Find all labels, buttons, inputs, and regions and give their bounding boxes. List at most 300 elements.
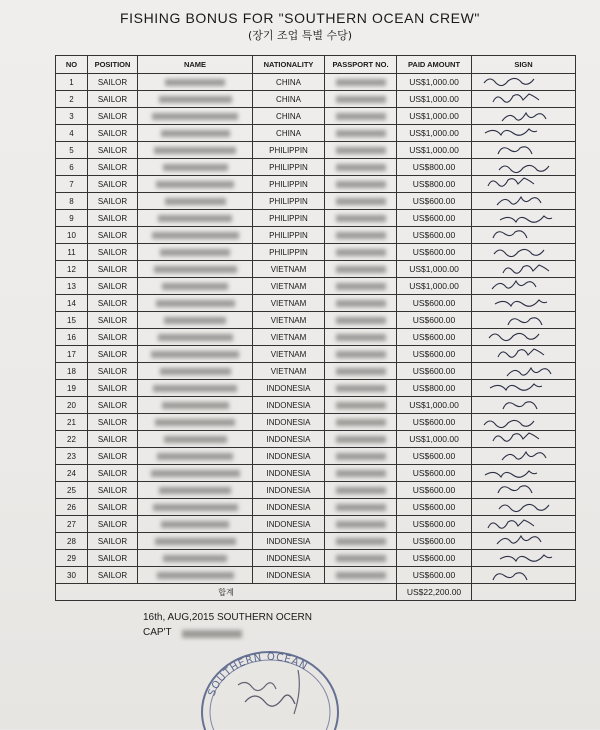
handwritten-signature bbox=[472, 108, 576, 124]
row-nationality: CHINA bbox=[253, 91, 325, 108]
row-passport-redacted bbox=[325, 210, 397, 227]
row-signature bbox=[472, 125, 576, 142]
row-nationality: INDONESIA bbox=[253, 465, 325, 482]
handwritten-signature bbox=[472, 159, 576, 175]
row-nationality: INDONESIA bbox=[253, 380, 325, 397]
row-paid-amount: US$1,000.00 bbox=[397, 108, 472, 125]
row-paid-amount: US$1,000.00 bbox=[397, 125, 472, 142]
handwritten-signature bbox=[472, 550, 576, 566]
redacted-passport bbox=[336, 385, 386, 392]
table-row bbox=[56, 550, 576, 567]
handwritten-signature bbox=[472, 74, 576, 90]
row-no: 21 bbox=[56, 414, 88, 431]
row-passport-redacted bbox=[325, 482, 397, 499]
footer-captain-label: CAP'T bbox=[143, 627, 172, 638]
table-row bbox=[56, 414, 576, 431]
row-nationality: PHILIPPIN bbox=[253, 176, 325, 193]
row-passport-redacted bbox=[325, 295, 397, 312]
row-position: SAILOR bbox=[88, 312, 138, 329]
redacted-name bbox=[158, 215, 232, 222]
table-row bbox=[56, 227, 576, 244]
row-name-redacted bbox=[138, 312, 253, 329]
row-position: SAILOR bbox=[88, 227, 138, 244]
row-nationality: INDONESIA bbox=[253, 448, 325, 465]
row-nationality: CHINA bbox=[253, 125, 325, 142]
redacted-passport bbox=[336, 79, 386, 86]
row-name-redacted bbox=[138, 142, 253, 159]
stamp-text: SOUTHERN OCEAN bbox=[206, 651, 310, 698]
row-position: SAILOR bbox=[88, 448, 138, 465]
row-position: SAILOR bbox=[88, 159, 138, 176]
row-passport-redacted bbox=[325, 227, 397, 244]
row-position: SAILOR bbox=[88, 261, 138, 278]
row-nationality: PHILIPPIN bbox=[253, 244, 325, 261]
row-no: 26 bbox=[56, 499, 88, 516]
row-no: 29 bbox=[56, 550, 88, 567]
row-passport-redacted bbox=[325, 108, 397, 125]
handwritten-signature bbox=[472, 397, 576, 413]
row-no: 6 bbox=[56, 159, 88, 176]
table-row bbox=[56, 159, 576, 176]
row-passport-redacted bbox=[325, 74, 397, 91]
row-passport-redacted bbox=[325, 261, 397, 278]
row-signature bbox=[472, 482, 576, 499]
row-signature bbox=[472, 499, 576, 516]
company-seal-stamp bbox=[190, 640, 350, 730]
row-name-redacted bbox=[138, 159, 253, 176]
redacted-passport bbox=[336, 334, 386, 341]
row-paid-amount: US$600.00 bbox=[397, 312, 472, 329]
row-nationality: PHILIPPIN bbox=[253, 142, 325, 159]
table-row bbox=[56, 482, 576, 499]
row-paid-amount: US$1,000.00 bbox=[397, 431, 472, 448]
row-passport-redacted bbox=[325, 448, 397, 465]
row-no: 15 bbox=[56, 312, 88, 329]
header-paid-amount: PAID AMOUNT bbox=[397, 56, 472, 74]
total-label: 합계 bbox=[56, 584, 397, 601]
table-row bbox=[56, 91, 576, 108]
row-no: 9 bbox=[56, 210, 88, 227]
row-name-redacted bbox=[138, 193, 253, 210]
row-position: SAILOR bbox=[88, 499, 138, 516]
row-no: 1 bbox=[56, 74, 88, 91]
row-name-redacted bbox=[138, 244, 253, 261]
row-paid-amount: US$600.00 bbox=[397, 210, 472, 227]
row-passport-redacted bbox=[325, 244, 397, 261]
footer-date-company: 16th, AUG,2015 SOUTHERN OCERN bbox=[143, 612, 312, 623]
row-name-redacted bbox=[138, 448, 253, 465]
row-no: 18 bbox=[56, 363, 88, 380]
handwritten-signature bbox=[472, 295, 576, 311]
redacted-passport bbox=[336, 113, 386, 120]
row-position: SAILOR bbox=[88, 380, 138, 397]
handwritten-signature bbox=[472, 465, 576, 481]
row-paid-amount: US$1,000.00 bbox=[397, 142, 472, 159]
row-position: SAILOR bbox=[88, 414, 138, 431]
header-no: NO bbox=[56, 56, 88, 74]
row-signature bbox=[472, 261, 576, 278]
handwritten-signature bbox=[472, 414, 576, 430]
redacted-passport bbox=[336, 96, 386, 103]
row-position: SAILOR bbox=[88, 397, 138, 414]
redacted-name bbox=[151, 351, 239, 358]
redacted-name bbox=[164, 317, 226, 324]
row-nationality: PHILIPPIN bbox=[253, 227, 325, 244]
redacted-passport bbox=[336, 130, 386, 137]
row-paid-amount: US$1,000.00 bbox=[397, 397, 472, 414]
redacted-passport bbox=[336, 215, 386, 222]
row-nationality: VIETNAM bbox=[253, 278, 325, 295]
row-name-redacted bbox=[138, 176, 253, 193]
redacted-passport bbox=[336, 521, 386, 528]
row-signature bbox=[472, 516, 576, 533]
table-row bbox=[56, 567, 576, 584]
table-header-row bbox=[56, 56, 576, 74]
row-name-redacted bbox=[138, 329, 253, 346]
table-row bbox=[56, 74, 576, 91]
row-no: 8 bbox=[56, 193, 88, 210]
row-no: 20 bbox=[56, 397, 88, 414]
row-position: SAILOR bbox=[88, 74, 138, 91]
redacted-name bbox=[158, 334, 233, 341]
table-row bbox=[56, 261, 576, 278]
handwritten-signature bbox=[472, 567, 576, 583]
row-name-redacted bbox=[138, 125, 253, 142]
row-signature bbox=[472, 414, 576, 431]
table-row bbox=[56, 380, 576, 397]
row-paid-amount: US$600.00 bbox=[397, 295, 472, 312]
header-sign: SIGN bbox=[472, 56, 576, 74]
row-paid-amount: US$800.00 bbox=[397, 176, 472, 193]
row-passport-redacted bbox=[325, 533, 397, 550]
row-paid-amount: US$600.00 bbox=[397, 193, 472, 210]
row-nationality: INDONESIA bbox=[253, 499, 325, 516]
header-name: NAME bbox=[138, 56, 253, 74]
total-row bbox=[56, 584, 576, 601]
row-signature bbox=[472, 108, 576, 125]
redacted-name bbox=[155, 538, 236, 545]
row-signature bbox=[472, 397, 576, 414]
redacted-passport bbox=[336, 147, 386, 154]
row-passport-redacted bbox=[325, 278, 397, 295]
row-passport-redacted bbox=[325, 380, 397, 397]
row-position: SAILOR bbox=[88, 142, 138, 159]
table-row bbox=[56, 125, 576, 142]
redacted-name bbox=[151, 470, 240, 477]
row-paid-amount: US$1,000.00 bbox=[397, 74, 472, 91]
row-position: SAILOR bbox=[88, 431, 138, 448]
row-nationality: PHILIPPIN bbox=[253, 193, 325, 210]
row-no: 2 bbox=[56, 91, 88, 108]
row-signature bbox=[472, 465, 576, 482]
row-passport-redacted bbox=[325, 312, 397, 329]
redacted-passport bbox=[336, 487, 386, 494]
row-position: SAILOR bbox=[88, 91, 138, 108]
row-name-redacted bbox=[138, 431, 253, 448]
table-row bbox=[56, 108, 576, 125]
document-title: FISHING BONUS FOR "SOUTHERN OCEAN CREW" bbox=[119, 10, 481, 26]
row-signature bbox=[472, 533, 576, 550]
handwritten-signature bbox=[472, 516, 576, 532]
row-signature bbox=[472, 244, 576, 261]
table-row bbox=[56, 176, 576, 193]
row-position: SAILOR bbox=[88, 244, 138, 261]
row-signature bbox=[472, 550, 576, 567]
row-name-redacted bbox=[138, 261, 253, 278]
redacted-passport bbox=[336, 368, 386, 375]
row-name-redacted bbox=[138, 91, 253, 108]
row-position: SAILOR bbox=[88, 516, 138, 533]
handwritten-signature bbox=[472, 482, 576, 498]
row-signature bbox=[472, 295, 576, 312]
handwritten-signature bbox=[472, 346, 576, 362]
row-nationality: INDONESIA bbox=[253, 482, 325, 499]
row-position: SAILOR bbox=[88, 125, 138, 142]
row-nationality: INDONESIA bbox=[253, 397, 325, 414]
row-passport-redacted bbox=[325, 125, 397, 142]
row-no: 5 bbox=[56, 142, 88, 159]
handwritten-signature bbox=[472, 329, 576, 345]
redacted-passport bbox=[336, 317, 386, 324]
row-passport-redacted bbox=[325, 397, 397, 414]
row-passport-redacted bbox=[325, 516, 397, 533]
row-signature bbox=[472, 210, 576, 227]
row-name-redacted bbox=[138, 397, 253, 414]
row-signature bbox=[472, 448, 576, 465]
redacted-name bbox=[161, 130, 230, 137]
redacted-name bbox=[160, 368, 231, 375]
redacted-passport bbox=[336, 249, 386, 256]
handwritten-signature bbox=[472, 499, 576, 515]
redacted-name bbox=[152, 113, 238, 120]
row-name-redacted bbox=[138, 533, 253, 550]
row-name-redacted bbox=[138, 516, 253, 533]
row-no: 12 bbox=[56, 261, 88, 278]
redacted-passport bbox=[336, 351, 386, 358]
redacted-passport bbox=[336, 538, 386, 545]
row-nationality: VIETNAM bbox=[253, 261, 325, 278]
crew-bonus-table bbox=[55, 55, 576, 601]
row-passport-redacted bbox=[325, 567, 397, 584]
row-no: 17 bbox=[56, 346, 88, 363]
redacted-name bbox=[163, 555, 227, 562]
row-signature bbox=[472, 380, 576, 397]
redacted-name bbox=[156, 181, 234, 188]
row-paid-amount: US$800.00 bbox=[397, 380, 472, 397]
handwritten-signature bbox=[472, 261, 576, 277]
table-row bbox=[56, 278, 576, 295]
row-nationality: INDONESIA bbox=[253, 533, 325, 550]
row-no: 4 bbox=[56, 125, 88, 142]
row-name-redacted bbox=[138, 567, 253, 584]
table-row bbox=[56, 533, 576, 550]
row-position: SAILOR bbox=[88, 550, 138, 567]
row-passport-redacted bbox=[325, 363, 397, 380]
redacted-name bbox=[161, 521, 229, 528]
row-nationality: INDONESIA bbox=[253, 567, 325, 584]
row-passport-redacted bbox=[325, 499, 397, 516]
table-row bbox=[56, 210, 576, 227]
row-passport-redacted bbox=[325, 142, 397, 159]
row-signature bbox=[472, 346, 576, 363]
row-paid-amount: US$800.00 bbox=[397, 159, 472, 176]
row-position: SAILOR bbox=[88, 465, 138, 482]
row-signature bbox=[472, 567, 576, 584]
redacted-passport bbox=[336, 470, 386, 477]
row-name-redacted bbox=[138, 414, 253, 431]
row-name-redacted bbox=[138, 227, 253, 244]
table-row bbox=[56, 397, 576, 414]
row-name-redacted bbox=[138, 465, 253, 482]
row-no: 7 bbox=[56, 176, 88, 193]
row-no: 22 bbox=[56, 431, 88, 448]
row-paid-amount: US$600.00 bbox=[397, 363, 472, 380]
header-passport: PASSPORT NO. bbox=[325, 56, 397, 74]
row-passport-redacted bbox=[325, 159, 397, 176]
redacted-name bbox=[153, 385, 237, 392]
handwritten-signature bbox=[472, 91, 576, 107]
handwritten-signature bbox=[472, 142, 576, 158]
row-no: 24 bbox=[56, 465, 88, 482]
handwritten-signature bbox=[472, 448, 576, 464]
row-paid-amount: US$1,000.00 bbox=[397, 91, 472, 108]
redacted-name bbox=[162, 283, 228, 290]
table-row bbox=[56, 516, 576, 533]
table-row bbox=[56, 244, 576, 261]
redacted-name bbox=[163, 164, 228, 171]
row-position: SAILOR bbox=[88, 278, 138, 295]
row-no: 25 bbox=[56, 482, 88, 499]
handwritten-signature bbox=[472, 227, 576, 243]
row-passport-redacted bbox=[325, 176, 397, 193]
row-signature bbox=[472, 431, 576, 448]
row-nationality: VIETNAM bbox=[253, 363, 325, 380]
handwritten-signature bbox=[472, 193, 576, 209]
table-row bbox=[56, 312, 576, 329]
row-signature bbox=[472, 176, 576, 193]
row-position: SAILOR bbox=[88, 295, 138, 312]
row-name-redacted bbox=[138, 278, 253, 295]
row-nationality: VIETNAM bbox=[253, 295, 325, 312]
row-passport-redacted bbox=[325, 550, 397, 567]
row-paid-amount: US$1,000.00 bbox=[397, 278, 472, 295]
handwritten-signature bbox=[472, 278, 576, 294]
redacted-passport bbox=[336, 572, 386, 579]
row-nationality: VIETNAM bbox=[253, 346, 325, 363]
row-position: SAILOR bbox=[88, 346, 138, 363]
row-position: SAILOR bbox=[88, 329, 138, 346]
row-position: SAILOR bbox=[88, 567, 138, 584]
table-row bbox=[56, 363, 576, 380]
row-passport-redacted bbox=[325, 193, 397, 210]
redacted-name bbox=[165, 198, 226, 205]
redacted-passport bbox=[336, 504, 386, 511]
redacted-name bbox=[162, 402, 229, 409]
table-row bbox=[56, 295, 576, 312]
handwritten-signature bbox=[472, 363, 576, 379]
row-signature bbox=[472, 142, 576, 159]
row-signature bbox=[472, 278, 576, 295]
row-no: 28 bbox=[56, 533, 88, 550]
redacted-passport bbox=[336, 283, 386, 290]
row-passport-redacted bbox=[325, 414, 397, 431]
row-passport-redacted bbox=[325, 465, 397, 482]
table-row bbox=[56, 329, 576, 346]
row-signature bbox=[472, 74, 576, 91]
row-name-redacted bbox=[138, 295, 253, 312]
row-paid-amount: US$600.00 bbox=[397, 465, 472, 482]
row-name-redacted bbox=[138, 74, 253, 91]
handwritten-signature bbox=[472, 533, 576, 549]
row-no: 10 bbox=[56, 227, 88, 244]
row-name-redacted bbox=[138, 482, 253, 499]
row-paid-amount: US$600.00 bbox=[397, 414, 472, 431]
row-name-redacted bbox=[138, 550, 253, 567]
redacted-name bbox=[165, 79, 225, 86]
row-name-redacted bbox=[138, 380, 253, 397]
row-nationality: INDONESIA bbox=[253, 516, 325, 533]
handwritten-signature bbox=[472, 125, 576, 141]
row-name-redacted bbox=[138, 210, 253, 227]
row-signature bbox=[472, 227, 576, 244]
handwritten-signature bbox=[472, 380, 576, 396]
row-position: SAILOR bbox=[88, 210, 138, 227]
row-no: 23 bbox=[56, 448, 88, 465]
row-paid-amount: US$600.00 bbox=[397, 244, 472, 261]
redacted-passport bbox=[336, 266, 386, 273]
row-position: SAILOR bbox=[88, 108, 138, 125]
header-nationality: NATIONALITY bbox=[253, 56, 325, 74]
row-position: SAILOR bbox=[88, 363, 138, 380]
redacted-passport bbox=[336, 232, 386, 239]
redacted-name bbox=[153, 504, 238, 511]
row-no: 27 bbox=[56, 516, 88, 533]
redacted-passport bbox=[336, 419, 386, 426]
row-nationality: VIETNAM bbox=[253, 312, 325, 329]
row-paid-amount: US$1,000.00 bbox=[397, 261, 472, 278]
row-name-redacted bbox=[138, 108, 253, 125]
row-signature bbox=[472, 329, 576, 346]
redacted-passport bbox=[336, 300, 386, 307]
redacted-name bbox=[159, 487, 231, 494]
row-signature bbox=[472, 193, 576, 210]
row-no: 3 bbox=[56, 108, 88, 125]
redacted-name bbox=[156, 300, 235, 307]
row-nationality: CHINA bbox=[253, 74, 325, 91]
handwritten-signature bbox=[472, 312, 576, 328]
redacted-passport bbox=[336, 436, 386, 443]
redacted-captain-name bbox=[182, 630, 242, 638]
row-paid-amount: US$600.00 bbox=[397, 567, 472, 584]
row-passport-redacted bbox=[325, 91, 397, 108]
row-nationality: CHINA bbox=[253, 108, 325, 125]
row-no: 14 bbox=[56, 295, 88, 312]
row-nationality: PHILIPPIN bbox=[253, 210, 325, 227]
handwritten-signature bbox=[472, 244, 576, 260]
row-signature bbox=[472, 91, 576, 108]
row-paid-amount: US$600.00 bbox=[397, 448, 472, 465]
row-paid-amount: US$600.00 bbox=[397, 482, 472, 499]
table-row bbox=[56, 142, 576, 159]
redacted-passport bbox=[336, 402, 386, 409]
redacted-name bbox=[154, 266, 237, 273]
row-passport-redacted bbox=[325, 431, 397, 448]
table-row bbox=[56, 448, 576, 465]
row-paid-amount: US$600.00 bbox=[397, 533, 472, 550]
redacted-passport bbox=[336, 198, 386, 205]
table-row bbox=[56, 499, 576, 516]
total-amount: US$22,200.00 bbox=[397, 584, 472, 601]
